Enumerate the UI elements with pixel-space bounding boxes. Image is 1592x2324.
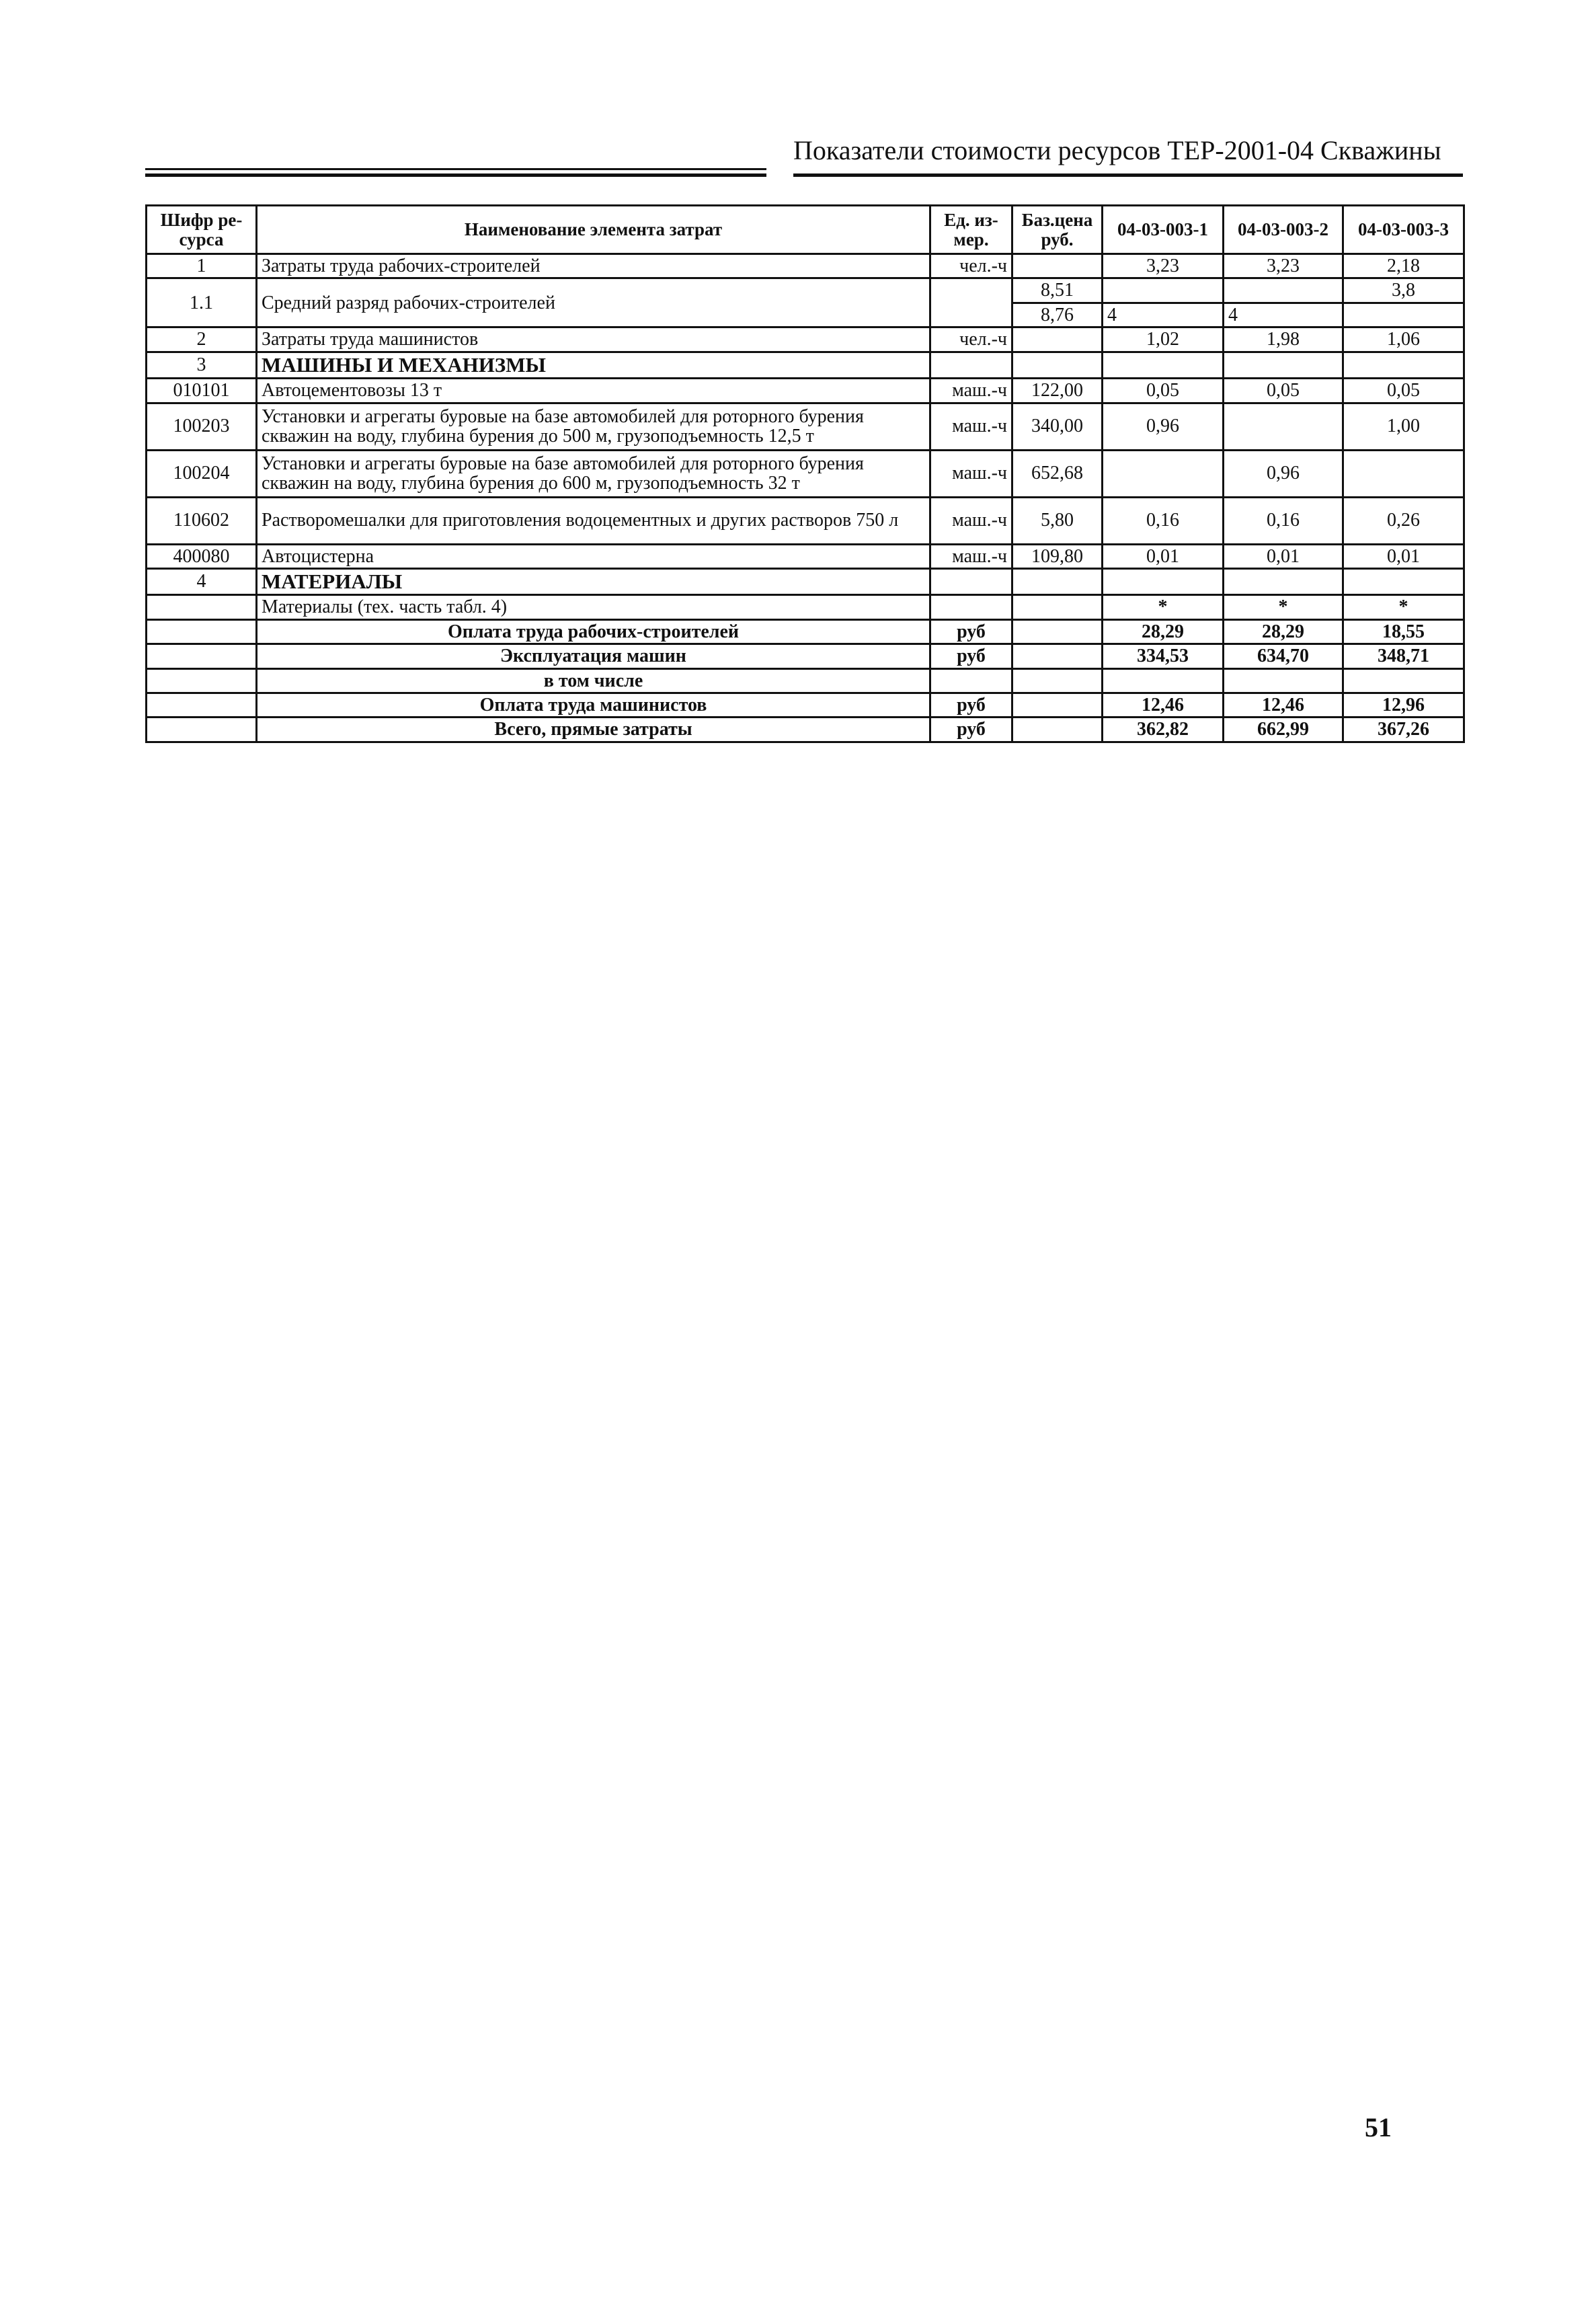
cell-unit: маш.-ч — [930, 497, 1012, 544]
cell-code: 400080 — [147, 544, 257, 568]
page-number: 51 — [1365, 2112, 1392, 2142]
table-row — [147, 254, 1464, 278]
resource-cost-table — [145, 204, 1465, 743]
table-row — [147, 403, 1464, 450]
cell-c3: 18,55 — [1343, 619, 1464, 644]
cell-name: Затраты труда рабочих-строителей — [257, 254, 930, 278]
cell-unit: чел.-ч — [930, 327, 1012, 352]
cell-code — [147, 595, 257, 619]
cell-c3: 348,71 — [1343, 644, 1464, 668]
cell-name: Затраты труда машинистов — [257, 327, 930, 352]
cell-price — [1012, 352, 1103, 379]
table-row — [147, 497, 1464, 544]
cell-c3 — [1343, 352, 1464, 379]
cell-name: Эксплуатация машин — [257, 644, 930, 668]
table-row — [147, 278, 1464, 303]
table-row — [147, 595, 1464, 619]
cell-unit: маш.-ч — [930, 544, 1012, 568]
table-row — [147, 450, 1464, 497]
cell-c2: 0,01 — [1224, 544, 1343, 568]
cell-code: 100204 — [147, 450, 257, 497]
cell-c3: 0,26 — [1343, 497, 1464, 544]
cell-price: 8,76 — [1012, 303, 1103, 327]
cell-c3: 367,26 — [1343, 718, 1464, 742]
cell-c2 — [1224, 568, 1343, 595]
cell-c1 — [1103, 278, 1224, 303]
cell-price — [1012, 668, 1103, 693]
table-row — [147, 352, 1464, 379]
cell-c3: * — [1343, 595, 1464, 619]
cell-c2: 0,16 — [1224, 497, 1343, 544]
cell-c3: 2,18 — [1343, 254, 1464, 278]
cell-c2 — [1224, 278, 1343, 303]
cell-price — [1012, 327, 1103, 352]
cell-c1: 12,46 — [1103, 693, 1224, 718]
cell-price — [1012, 595, 1103, 619]
cell-c2 — [1224, 352, 1343, 379]
cell-name: Установки и агрегаты буровые на базе автомобилей для роторного бурения скважин на воду, глубина бурения до 500 м, грузоподъемность 12,5 т — [257, 403, 930, 450]
cell-unit: руб — [930, 619, 1012, 644]
cell-unit: маш.-ч — [930, 403, 1012, 450]
cell-unit: руб — [930, 644, 1012, 668]
cell-c1 — [1103, 668, 1224, 693]
header-rule — [145, 173, 1463, 177]
cell-unit: маш.-ч — [930, 379, 1012, 403]
cell-name: Автоцистерна — [257, 544, 930, 568]
table-row — [147, 327, 1464, 352]
cell-c1: 4 — [1103, 303, 1224, 327]
cell-c2: 12,46 — [1224, 693, 1343, 718]
cell-code: 1 — [147, 254, 257, 278]
col-header-unit: Ед. из-мер. — [930, 206, 1012, 254]
cell-price — [1012, 568, 1103, 595]
cell-c2 — [1224, 403, 1343, 450]
cell-c3: 0,01 — [1343, 544, 1464, 568]
cell-unit — [930, 278, 1012, 327]
col-header-c3: 04-03-003-3 — [1343, 206, 1464, 254]
cell-c1 — [1103, 352, 1224, 379]
cell-c1: 0,96 — [1103, 403, 1224, 450]
cell-c1 — [1103, 450, 1224, 497]
cell-c3 — [1343, 568, 1464, 595]
cell-c3: 1,06 — [1343, 327, 1464, 352]
cell-code: 3 — [147, 352, 257, 379]
header-rule-gap — [766, 172, 793, 178]
page-header-title: Показатели стоимости ресурсов ТЕР-2001-04 Скважины — [793, 135, 1441, 165]
cell-code: 110602 — [147, 497, 257, 544]
cell-name: Средний разряд рабочих-строителей — [257, 278, 930, 327]
cell-name: Всего, прямые затраты — [257, 718, 930, 742]
cell-price — [1012, 644, 1103, 668]
table-row — [147, 644, 1464, 668]
cell-c1 — [1103, 568, 1224, 595]
cell-name: в том числе — [257, 668, 930, 693]
cell-c1: 334,53 — [1103, 644, 1224, 668]
cell-name: МАШИНЫ И МЕХАНИЗМЫ — [257, 352, 930, 379]
cell-c2: * — [1224, 595, 1343, 619]
table-row — [147, 668, 1464, 693]
cell-code — [147, 718, 257, 742]
cell-code: 2 — [147, 327, 257, 352]
cell-c1: 1,02 — [1103, 327, 1224, 352]
cell-price: 8,51 — [1012, 278, 1103, 303]
cell-name: Оплата труда машинистов — [257, 693, 930, 718]
cell-c2 — [1224, 668, 1343, 693]
cell-c1: 362,82 — [1103, 718, 1224, 742]
cell-c3 — [1343, 450, 1464, 497]
cell-c2: 3,23 — [1224, 254, 1343, 278]
table-header-row — [147, 206, 1464, 254]
cell-unit: чел.-ч — [930, 254, 1012, 278]
col-header-code: Шифр ре-сурса — [147, 206, 257, 254]
cell-c2: 4 — [1224, 303, 1343, 327]
cell-unit — [930, 352, 1012, 379]
cell-c1: 0,01 — [1103, 544, 1224, 568]
cell-code — [147, 644, 257, 668]
cell-code: 4 — [147, 568, 257, 595]
table-row — [147, 544, 1464, 568]
cell-c1: 28,29 — [1103, 619, 1224, 644]
cell-c3: 3,8 — [1343, 278, 1464, 303]
cell-code — [147, 668, 257, 693]
cell-name: Установки и агрегаты буровые на базе автомобилей для роторного бурения скважин на воду, глубина бурения до 600 м, грузоподъемность 32 т — [257, 450, 930, 497]
cell-name: Материалы (тех. часть табл. 4) — [257, 595, 930, 619]
cell-unit — [930, 595, 1012, 619]
cell-c3: 1,00 — [1343, 403, 1464, 450]
header-rule-thin — [145, 168, 766, 170]
cell-c2: 662,99 — [1224, 718, 1343, 742]
cell-price — [1012, 718, 1103, 742]
col-header-c1: 04-03-003-1 — [1103, 206, 1224, 254]
cell-unit: маш.-ч — [930, 450, 1012, 497]
cell-code: 010101 — [147, 379, 257, 403]
cell-c1: * — [1103, 595, 1224, 619]
cell-name: Оплата труда рабочих-строителей — [257, 619, 930, 644]
cell-code: 100203 — [147, 403, 257, 450]
cell-unit: руб — [930, 718, 1012, 742]
cell-c2: 0,96 — [1224, 450, 1343, 497]
cell-c1: 3,23 — [1103, 254, 1224, 278]
cell-name: Автоцементовозы 13 т — [257, 379, 930, 403]
col-header-c2: 04-03-003-2 — [1224, 206, 1343, 254]
cell-price: 109,80 — [1012, 544, 1103, 568]
cell-c1: 0,16 — [1103, 497, 1224, 544]
table-row — [147, 718, 1464, 742]
cell-price — [1012, 619, 1103, 644]
cell-c2: 28,29 — [1224, 619, 1343, 644]
cell-c2: 0,05 — [1224, 379, 1343, 403]
cell-c3 — [1343, 303, 1464, 327]
table-row — [147, 568, 1464, 595]
cell-price: 122,00 — [1012, 379, 1103, 403]
cell-c2: 1,98 — [1224, 327, 1343, 352]
cell-code: 1.1 — [147, 278, 257, 327]
cell-c3: 0,05 — [1343, 379, 1464, 403]
cell-price — [1012, 693, 1103, 718]
cell-name: Растворомешалки для приготовления водоцементных и других растворов 750 л — [257, 497, 930, 544]
cell-unit — [930, 668, 1012, 693]
table-row — [147, 693, 1464, 718]
cell-c1: 0,05 — [1103, 379, 1224, 403]
col-header-price: Баз.цена руб. — [1012, 206, 1103, 254]
cell-unit — [930, 568, 1012, 595]
table-row — [147, 379, 1464, 403]
cell-code — [147, 693, 257, 718]
cell-price: 340,00 — [1012, 403, 1103, 450]
cell-code — [147, 619, 257, 644]
cell-unit: руб — [930, 693, 1012, 718]
cell-name: МАТЕРИАЛЫ — [257, 568, 930, 595]
cell-price — [1012, 254, 1103, 278]
cell-c3 — [1343, 668, 1464, 693]
cell-c2: 634,70 — [1224, 644, 1343, 668]
cell-price: 652,68 — [1012, 450, 1103, 497]
table-row — [147, 619, 1464, 644]
col-header-name: Наименование элемента затрат — [257, 206, 930, 254]
cell-c3: 12,96 — [1343, 693, 1464, 718]
cell-price: 5,80 — [1012, 497, 1103, 544]
